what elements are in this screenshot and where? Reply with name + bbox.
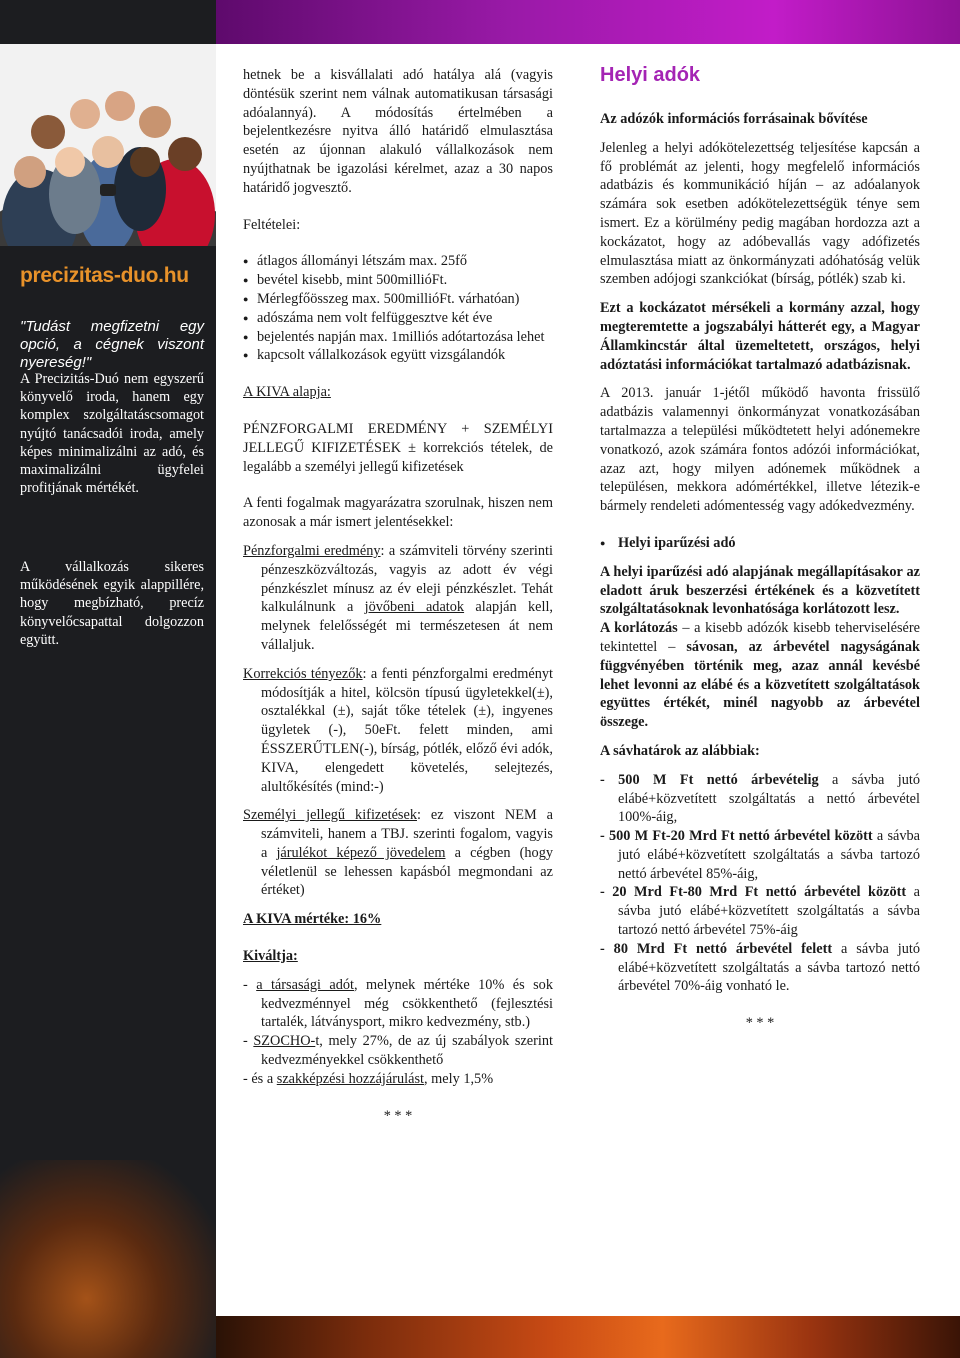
bold-text: A korlátozás (600, 620, 678, 637)
conditions-list (243, 252, 553, 365)
section-end-stars: * * * (383, 1107, 413, 1124)
sidebar-second-paragraph: A vállalkozás sikeres működésének egyik alappillére, hogy megbízható, precíz könyvelőcsapattal dolgozzon együtt. (20, 559, 204, 648)
definition-text: a cégben (hogy véletlenül se lehessen kapásból megmondani az értéket) (261, 844, 554, 899)
band-item (600, 883, 920, 939)
replaces-item (243, 1070, 553, 1089)
topic-list (600, 534, 920, 553)
band-item (600, 771, 920, 827)
sidebar-decoration (0, 1160, 216, 1358)
band-text: a sávba jutó elábé+közvetített szolgáltatás a nettó árbevétel 100%-áig, (618, 771, 920, 826)
paragraph: A 2013. január 1-jétől működő havonta frissülő adatbázis valamennyi önkormányzat vonatkozásában tartalmazza a települési működtetett helyi adónemekre vonatkozó, azok számára fontos adózói információkat, azaz azt, hogy milyen adónemek működnek a településen, mekkora adómértékkel, illetve létezik-e bármely rendeleti adómentesség vagy adókedvezmény. (600, 385, 920, 515)
band-text: a sávba jutó elábé+közvetített szolgáltatás a sávba tartozó nettó árbevétel 70%-áig vonható le. (618, 940, 920, 995)
replaced-tax: SZOCHO- (253, 1033, 316, 1050)
list-item: ● Mérlegfőösszeg max. 500millióFt. várhatóan) (243, 290, 553, 309)
band-range: - 500 M Ft-20 Mrd Ft nettó árbevétel között (600, 828, 873, 845)
bands-title: A sávhatárok az alábbiak: (600, 742, 760, 759)
band-text: a sávba jutó elábé+közvetített szolgáltatás a sávba tartozó nettó árbevétel 85%-áig, (618, 828, 921, 882)
dash: - és a (243, 1070, 277, 1087)
bottom-banner (216, 1316, 960, 1358)
band-item (600, 827, 920, 883)
term: Pénzforgalmi eredmény (243, 542, 381, 559)
definition-corrections (243, 665, 553, 797)
band-range: - 80 Mrd Ft nettó árbevétel felett (600, 940, 833, 957)
page-title: Helyi adók (600, 64, 701, 86)
list-item: ● kapcsolt vállalkozások együtt vizsgálandók (243, 346, 553, 365)
replaced-tax-desc: , melynek mértéke 10% és sok kedvezménnyel még csökkenthető (fejlesztési tartalék, látványsport, mikro kedvezmény, stb.) (261, 976, 553, 1031)
replaced-tax-desc: , mely 1,5% (424, 1070, 494, 1087)
kiva-basis-title: A KIVA alapja: (243, 384, 331, 401)
term: Személyi jellegű kifizetések (243, 807, 417, 824)
definition-text: : a számviteli törvény szerinti pénzeszközváltozás, vagyis az adott év végi pénzkészlet mínusz az év eleji pénzkészlet. Tehát kalkulálnunk a (261, 542, 553, 616)
site-name: precizitas-duo.hu (20, 264, 189, 287)
sidebar (0, 0, 216, 1358)
definition-text: : a fenti pénzforgalmi eredményt módosítják a hitel, kölcsön típusú ügyletekkel(±), osztalékkal (±), saját tőke tételek (±), ingyenes ügyletek (-), 50eFt. felett minden, ami ÉSSZERŰTLEN(-), bírság, pótlék, előző évi adók, KIVA, elengedett követelés, selejtezés, alultőkésítés (mind:-) (261, 665, 554, 795)
term-link: jövőbeni adatok (364, 599, 465, 616)
kiva-basis-formula: PÉNZFORGALMI EREDMÉNY + SZEMÉLYI JELLEGŰ KIFIZETÉSEK ± korrekciós tételek, de legalább a személyi jellegű kifizetések (243, 420, 553, 475)
team-photo (0, 44, 216, 246)
sidebar-intro-paragraph: A Precizitás-Duó nem egyszerű könyvelő iroda, hanem egy komplex szolgáltatáscsomagot nyújtó tanácsadói iroda, amely képes minimalizálni az adó, és maximalizálni ügyfelei profitjának mértékét. (20, 371, 204, 497)
definition-text: alapján kell, melynek felelősségét mi természetesen át nem vállaljuk. (261, 599, 553, 653)
team-photo-illustration (0, 44, 216, 246)
slogan: "Tudást megfizetni egy opció, a cégnek viszont nyereség!" (20, 318, 204, 371)
band-range: - 500 M Ft nettó árbevételig (600, 771, 819, 788)
intro-paragraph: hetnek be a kisvállalati adó hatálya alá (vagyis döntésük szerint nem válnak automatikusan társasági adóalannyá). A módosítás értelmében a bejelentkezésre nyitva álló határidő elmulasztása esetén az újonnan alakuló vállalkozások nem nyújthatnak be igazolási kérelmet, azaz a 30 napos határidő jogvesztő. (243, 67, 553, 196)
middle-column (243, 66, 553, 1125)
replaced-tax: szakképzési hozzájárulást (276, 1070, 425, 1087)
replaced-tax: a társasági adót (256, 976, 355, 993)
definition-text: : ez viszont NEM a számviteli, hanem a TBJ. szerinti fogalom, vagyis a (261, 807, 553, 861)
text: – a kisebb adózók kisebb teherviselésére tekintettel – (600, 620, 920, 655)
section-end-stars: * * * (745, 1015, 775, 1032)
kiva-rate-title: A KIVA mértéke: 16% (243, 911, 382, 928)
explanation-intro: A fenti fogalmak magyarázatra szorulnak, hiszen nem azonosak a már ismert jelentésekkel: (243, 495, 553, 531)
list-item: ● Helyi iparűzési adó (600, 534, 920, 553)
paragraph-bold: A helyi iparűzési adó alapjának megállapításakor az eladott áruk beszerzési értékének és a közvetített szolgáltatásoknak levonhatósága korlátozott lesz. (600, 563, 920, 618)
paragraph-mixed (600, 619, 920, 732)
paragraph: Jelenleg a helyi adókötelezettség teljesítése kapcsán a fő problémát az jelenti, hogy megfelelő információs adatbázis és kommunikáció híján – az adóalanyok számára sok esetben adókötelezettségük ténye sem ismert. Ez a körülmény pedig magában hordozza azt a kockázatot, hogy az adóbevallás vagy adófizetés elmulasztása miatt az önkormányzati adóhatóság velük szemben adójogi szankciókat (bírság, pótlék) szab ki. (600, 139, 920, 288)
list-item: ● adószáma nem volt felfüggesztve két éve (243, 309, 553, 328)
conditions-label: Feltételei: (243, 216, 301, 233)
definition-cash-flow (243, 542, 553, 655)
term: Korrekciós tényezők (243, 665, 363, 682)
dash: - (243, 1033, 254, 1050)
right-column (600, 66, 920, 1033)
replaced-tax-desc: t, mely 27%, de az új szabályok szerint kedvezményekkel csökkenthető (261, 1033, 553, 1069)
term-link: járulékot képező jövedelem (276, 844, 446, 861)
replaces-item (243, 976, 553, 1032)
replaces-item (243, 1032, 553, 1070)
definition-personnel-payments (243, 806, 553, 900)
paragraph-bold: Ezt a kockázatot mérsékeli a kormány azzal, hogy megteremtette a jogszabályi hátterét egy, a Magyar Államkincstár által üzemeltetett, országos, helyi adóztatási információkat tartalmazó adatbázisnak. (600, 300, 920, 373)
list-item: ● átlagos állományi létszám max. 25fő (243, 252, 553, 271)
subheading: Az adózók információs forrásainak bővítése (600, 111, 868, 127)
list-item: ● bevétel kisebb, mint 500millióFt. (243, 271, 553, 290)
band-range: - 20 Mrd Ft-80 Mrd Ft nettó árbevétel között (600, 884, 907, 901)
bold-text: sávosan, az árbevétel nagyságának függvényében történik meg, azaz annál kevésbé lehet levonni az elábé és a közvetített szolgáltatások együttes értékét, minél nagyobb az árbevétel összege. (600, 638, 920, 731)
dash: - (243, 976, 257, 993)
band-item (600, 940, 920, 996)
band-text: a sávba jutó elábé+közvetített szolgáltatás a sávba tartozó nettó árbevétel 75%-áig (618, 884, 921, 939)
list-item: ● bejelentés napján max. 1milliós adótartozása lehet (243, 328, 553, 347)
replaces-title: Kiváltja: (243, 948, 298, 965)
top-banner (216, 0, 960, 44)
